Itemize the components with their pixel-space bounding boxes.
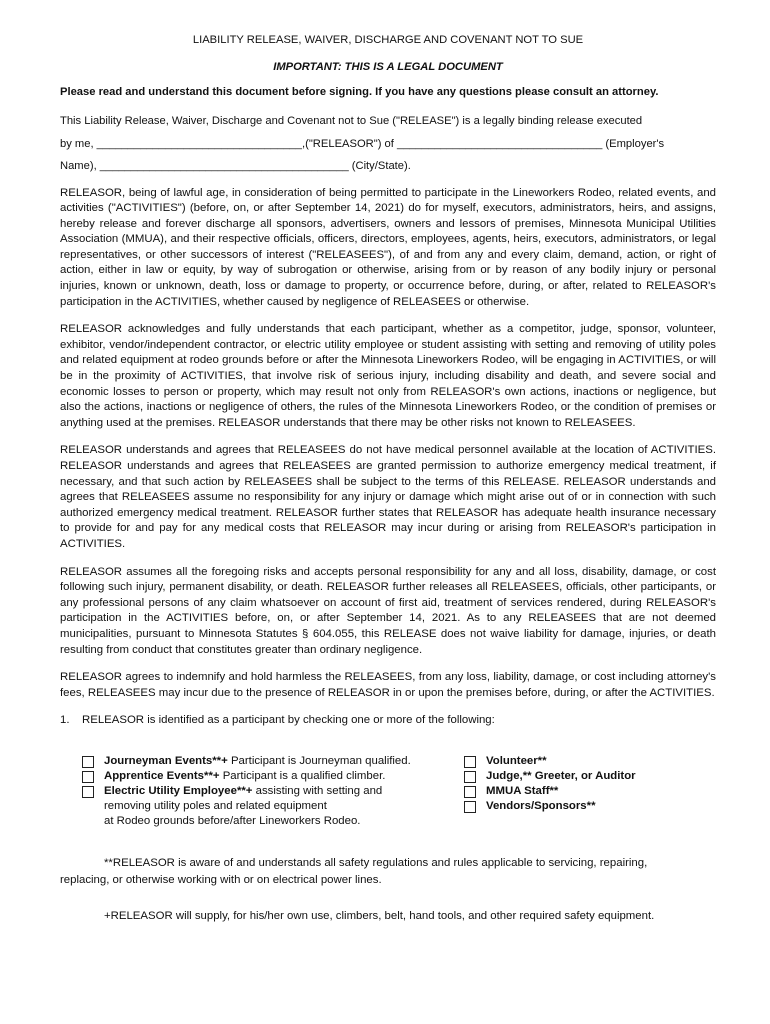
continuation-line-2: at Rodeo grounds before/after Lineworkers Rodeo. (104, 814, 361, 827)
checkbox-square-icon[interactable] (82, 786, 94, 798)
checkbox-journeyman-events[interactable] (82, 754, 464, 769)
item-1-number: 1. (60, 714, 70, 727)
continuation-line-1: removing utility poles and related equipment (104, 799, 327, 812)
checkbox-electric-utility-employee[interactable] (82, 784, 464, 799)
footnote-safety-line-2: replacing, or otherwise working with or on electrical power lines. (60, 874, 382, 887)
footnote-equipment-text: +RELEASOR will supply, for his/her own use, climbers, belt, hand tools, and other required safety equipment. (104, 910, 655, 923)
item-1-text: RELEASOR is identified as a participant by checking one or more of the following: (82, 714, 495, 727)
checklist-left-column (82, 754, 464, 828)
checklist-continuation (82, 814, 464, 829)
checkbox-mmua-staff[interactable] (464, 784, 636, 799)
intro-line-2-releasor-name: by me, _________________________________,("RELEASOR") of _________________________________ (Employer's (60, 137, 665, 150)
checklist-continuation (82, 799, 464, 814)
checkbox-apprentice-events[interactable] (82, 769, 464, 784)
participant-checklist (82, 754, 716, 828)
paragraph-medical: RELEASOR understands and agrees that RELEASEES do not have medical personnel available at the location of ACTIVITIES. RELEASOR understands and agrees that RELEASEES are granted permission to authorize emergency medical treatment, if necessary, and that such action by RELEASEES shall be subject to the terms of this RELEASE. RELEASOR understands and agrees that RELEASEES assume no responsibility for any injury or damage which might arise out of or in connection with such authorized emergency medical treatment. RELEASOR further states that RELEASOR has adequate health insurance necessary to provide for and pay for any medical costs that RELEASOR may incur during or arising from RELEASOR's participation in ACTIVITIES. (60, 444, 716, 550)
intro-line-1: This Liability Release, Waiver, Discharge and Covenant not to Sue ("RELEASE") is a legally binding release executed (60, 115, 643, 127)
checklist-right-column (464, 754, 636, 828)
checkbox-square-icon[interactable] (82, 771, 94, 783)
checkbox-square-icon[interactable] (464, 801, 476, 813)
paragraph-assumption-of-risk: RELEASOR assumes all the foregoing risks and accepts personal responsibility for any and all loss, disability, damage, or cost following such injury, permanent disability, or death. RELEASOR further releases all RELEASEES, officials, other participants, or any professional persons of any claim whatsoever on account of first aid, treatment of services rendered, during RELEASOR's participation in the ACTIVITIES before, on, or after September 14, 2021. As to any RELEASEES that are not deemed municipalities, pursuant to Minnesota Statutes § 604.055, this RELEASE does not waive liability for damage, injuries, or death resulting from conduct that constitutes greater than ordinary negligence. (60, 565, 716, 656)
checkbox-vendors-sponsors[interactable] (464, 799, 636, 814)
intro-block (60, 110, 716, 178)
checkbox-label-bold: Journeyman Events**+ (104, 755, 228, 768)
paragraph-indemnify: RELEASOR agrees to indemnify and hold harmless the RELEASEES, from any loss, liability, damage, or cost including attorney's fees, RELEASEES may incur due to the presence of RELEASOR in or upon the premises before, during, or after the ACTIVITIES. (60, 671, 716, 699)
release-document (60, 34, 716, 944)
legal-document-subtitle: IMPORTANT: THIS IS A LEGAL DOCUMENT (273, 61, 503, 73)
checkbox-square-icon[interactable] (464, 756, 476, 768)
checkbox-volunteer[interactable] (464, 754, 636, 769)
item-1 (60, 713, 716, 728)
checkbox-square-icon[interactable] (464, 771, 476, 783)
checkbox-label: Volunteer** (486, 755, 547, 768)
checkbox-label: assisting with setting and (252, 784, 383, 797)
checkbox-label: Vendors/Sponsors** (486, 799, 596, 812)
checkbox-square-icon[interactable] (464, 786, 476, 798)
read-notice: Please read and understand this document before signing. If you have any questions please consult an attorney. (60, 86, 659, 98)
paragraph-release: RELEASOR, being of lawful age, in consideration of being permitted to participate in the Lineworkers Rodeo, related events, and activities ("ACTIVITIES") (before, on, or after September 14, 2021) do for myself, executors, administrators, heirs, and assigns, hereby release and forever discharge all sponsors, advertisers, owners and lessors of premises, Minnesota Municipal Utilities Association (MMUA), and their respective officials, officers, directors, employees, agents, heirs, executors, administrators, or legal representatives, or other successors of interest ("RELEASEES"), of and from any and every claim, demand, action, or right of action, either in law or equity, by way of subrogation or otherwise, arising from or by reason of any bodily injury or personal injuries, known or unknown, death, loss or damage to property, or occurrence before, during, or after, related to RELEASOR's participation in the ACTIVITIES, whether caused by negligence of RELEASEES or otherwise. (60, 186, 716, 308)
checkbox-label: MMUA Staff** (486, 784, 559, 797)
footnote-safety (60, 855, 716, 889)
checkbox-label: Participant is Journeyman qualified. (227, 755, 411, 768)
checkbox-label-bold: Electric Utility Employee**+ (104, 784, 253, 797)
checkbox-label: Participant is a qualified climber. (219, 770, 386, 783)
document-title: LIABILITY RELEASE, WAIVER, DISCHARGE AND COVENANT NOT TO SUE (192, 34, 584, 46)
intro-line-3-city-state: Name), ________________________________________ (City/State). (60, 160, 411, 172)
footnote-safety-line-1: **RELEASOR is aware of and understands all safety regulations and rules applicable to servicing, repairing, (104, 857, 648, 870)
checkbox-label-bold: Apprentice Events**+ (104, 770, 220, 783)
paragraph-acknowledgement: RELEASOR acknowledges and fully understands that each participant, whether as a competitor, judge, sponsor, volunteer, exhibitor, vendor/independent contractor, or electric utility employee or student assisting with setting and removing of utility poles and related equipment at rodeo grounds before or after the Minnesota Lineworkers Rodeo, will be engaging in ACTIVITIES, or will be in the proximity of ACTIVITIES, that involve risk of serious injury, including disability and death, and severe social and economic losses to person or property, which may result not only from RELEASOR's own actions, inactions or negligence, but also the actions, inactions or negligence of others, the rules of the Minnesota Lineworkers Rodeo, or the condition of premises or anything used at the premises. RELEASOR understands that there may be other risks not known to RELEASEES. (60, 323, 716, 429)
checkbox-square-icon[interactable] (82, 756, 94, 768)
footnote-equipment (60, 908, 716, 925)
checkbox-label: Judge,** Greeter, or Auditor (486, 770, 636, 783)
checkbox-judge-greeter-auditor[interactable] (464, 769, 636, 784)
